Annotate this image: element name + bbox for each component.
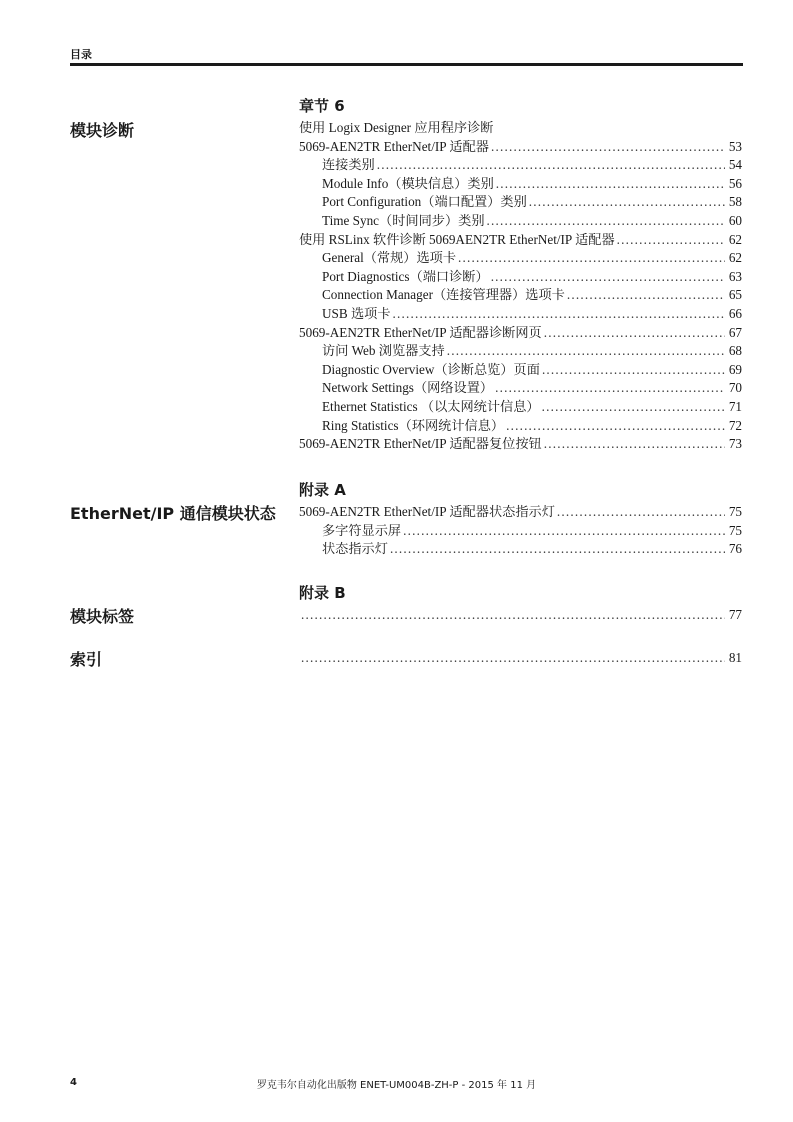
toc-entry-page: 70: [728, 380, 742, 396]
header-label: 目录: [70, 48, 92, 61]
toc-leader-dots: [447, 342, 725, 361]
toc-entry-page: 67: [728, 324, 742, 340]
toc-leader-dots: [458, 249, 725, 268]
toc-entry-text: 5069-AEN2TR EtherNet/IP 适配器: [299, 138, 489, 154]
side-title-index: 索引: [70, 650, 103, 669]
toc-leader-dots: [542, 361, 725, 380]
toc-entry-page: 65: [728, 287, 742, 303]
toc-entry[interactable]: [299, 417, 742, 436]
footer-page-number: 4: [70, 1077, 77, 1088]
toc-entry[interactable]: [299, 324, 742, 343]
toc-leader-dots: [393, 305, 725, 324]
toc-entry[interactable]: [299, 156, 742, 175]
toc-entry-page: 58: [728, 194, 742, 210]
toc-entry-text: General（常规）选项卡: [322, 250, 457, 266]
footer-publication: 罗克韦尔自动化出版物 ENET-UM004B-ZH-P - 2015 年 11 月: [256, 1080, 537, 1091]
toc-entry-text: Module Info（模块信息）类别: [322, 175, 494, 191]
toc-entry-page: 76: [728, 541, 742, 557]
section-heading-appendix-a: 附录 A: [299, 481, 346, 499]
toc-entry-page: 56: [728, 175, 742, 191]
toc-entry-text: Ethernet Statistics （以太网统计信息）: [322, 398, 540, 414]
toc-block-appendix-a: [299, 503, 742, 559]
side-title-ethernet-ip-status: EtherNet/IP 通信模块状态: [70, 504, 276, 523]
toc-entry-text: Ring Statistics（环网统计信息）: [322, 417, 505, 433]
toc-entry-text: 5069-AEN2TR EtherNet/IP 适配器诊断网页: [299, 324, 542, 340]
section-heading-chapter-6: 章节 6: [299, 97, 345, 115]
toc-entry[interactable]: [299, 522, 742, 541]
toc-entry-page: 68: [728, 343, 742, 359]
toc-entry-page: 63: [728, 268, 742, 284]
toc-entry[interactable]: [299, 540, 742, 559]
toc-entry[interactable]: [299, 606, 742, 625]
toc-entry[interactable]: [299, 175, 742, 194]
toc-entry-text: Diagnostic Overview（诊断总览）页面: [322, 361, 540, 377]
toc-entry-page: 53: [728, 138, 742, 154]
toc-entry-page: 72: [728, 417, 742, 433]
side-title-module-labels: 模块标签: [70, 607, 135, 626]
toc-entry[interactable]: [299, 342, 742, 361]
section-heading-appendix-b: 附录 B: [299, 584, 346, 602]
toc-entry-text: 连接类别: [322, 157, 375, 173]
toc-entry-page: 75: [728, 522, 742, 538]
toc-leader-dots: [491, 138, 725, 157]
toc-leader-dots: [377, 156, 725, 175]
toc-leader-dots: [529, 193, 725, 212]
toc-entry-page: 77: [728, 607, 742, 622]
toc-entry-text: 多字符显示屏: [322, 522, 402, 538]
toc-entry-page: 54: [728, 157, 742, 173]
toc-leader-dots: [544, 435, 725, 454]
toc-entry-text: 状态指示灯: [322, 541, 388, 557]
toc-entry[interactable]: [299, 138, 742, 157]
toc-entry[interactable]: [299, 305, 742, 324]
toc-block-appendix-b: [299, 606, 742, 625]
toc-leader-dots: [403, 522, 725, 541]
toc-leader-dots: [544, 324, 725, 343]
toc-entry-page: 62: [728, 231, 742, 247]
toc-entry-text: Network Settings（网络设置）: [322, 380, 494, 396]
toc-entry-text: Connection Manager（连接管理器）选项卡: [322, 287, 565, 303]
toc-entry[interactable]: [299, 435, 742, 454]
toc-entry-page: 75: [728, 504, 742, 519]
toc-entry-page: 60: [728, 212, 742, 228]
toc-leader-dots: [567, 286, 725, 305]
toc-entry[interactable]: [299, 286, 742, 305]
toc-entry[interactable]: [299, 193, 742, 212]
toc-leader-dots: [487, 212, 725, 231]
side-title-module-diagnostics: 模块诊断: [70, 121, 135, 140]
toc-entry[interactable]: [299, 398, 742, 417]
toc-entry-page: 81: [728, 650, 742, 665]
toc-entry[interactable]: [299, 503, 742, 522]
toc-entry-text: 访问 Web 浏览器支持: [322, 343, 445, 359]
header-rule: [70, 63, 743, 66]
toc-entry-text: 使用 Logix Designer 应用程序诊断: [299, 120, 494, 135]
toc-entry-text: 5069-AEN2TR EtherNet/IP 适配器状态指示灯: [299, 504, 555, 519]
toc-entry[interactable]: [299, 361, 742, 380]
toc-entry-text: 5069-AEN2TR EtherNet/IP 适配器复位按钮: [299, 436, 542, 452]
toc-entry-page: 73: [728, 436, 742, 452]
toc-entry-page: 69: [728, 361, 742, 377]
toc-entry-page: 62: [728, 250, 742, 266]
toc-leader-dots: [390, 540, 725, 559]
toc-leader-dots: [491, 268, 725, 287]
toc-entry[interactable]: [299, 212, 742, 231]
toc-entry[interactable]: [299, 649, 742, 668]
toc-leader-dots: [557, 503, 725, 522]
toc-entry-text: 使用 RSLinx 软件诊断 5069AEN2TR EtherNet/IP 适配器: [299, 231, 615, 247]
toc-leader-dots: [506, 417, 725, 436]
toc-entry[interactable]: [299, 119, 742, 138]
toc-leader-dots: [617, 231, 725, 250]
toc-block-chapter-6: [299, 119, 742, 454]
toc-leader-dots: [301, 649, 725, 668]
toc-entry-text: Time Sync（时间同步）类别: [322, 212, 485, 228]
toc-leader-dots: [542, 398, 725, 417]
toc-entry[interactable]: [299, 268, 742, 287]
toc-entry-page: 66: [728, 305, 742, 321]
toc-entry[interactable]: [299, 231, 742, 250]
toc-entry[interactable]: [299, 379, 742, 398]
toc-leader-dots: [496, 175, 725, 194]
toc-leader-dots: [301, 606, 725, 625]
toc-entry[interactable]: [299, 249, 742, 268]
toc-entry-page: 71: [728, 398, 742, 414]
toc-entry-text: USB 选项卡: [322, 305, 391, 321]
toc-leader-dots: [495, 379, 725, 398]
toc-block-index: [299, 649, 742, 668]
toc-entry-text: Port Configuration（端口配置）类别: [322, 194, 527, 210]
toc-entry-text: Port Diagnostics（端口诊断）: [322, 268, 489, 284]
